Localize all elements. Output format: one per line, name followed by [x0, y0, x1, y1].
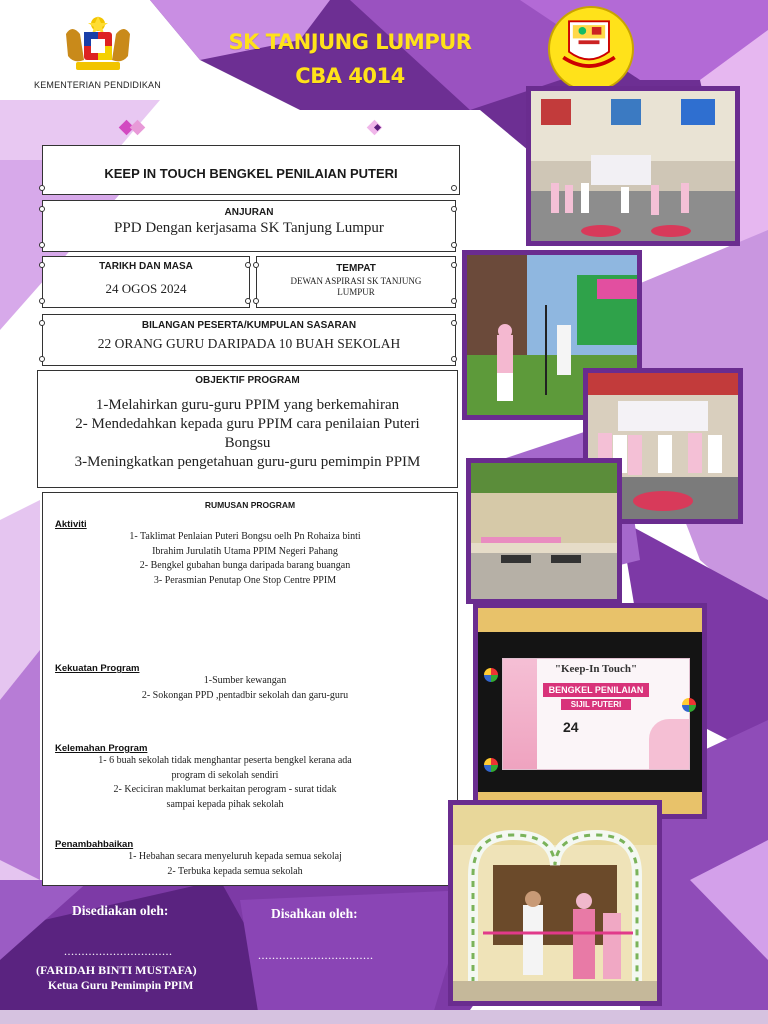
preparer-name: (FARIDAH BINTI MUSTAFA): [36, 963, 197, 977]
venue-value-line1: DEWAN ASPIRASI SK TANJUNG: [290, 276, 422, 286]
date-label: TARIKH DAN MASA: [99, 261, 193, 272]
improvement-line: 1- Hebahan secara menyeluruh kepada semua sekolaj: [128, 851, 342, 862]
activities-title: Aktiviti: [55, 519, 87, 530]
event-photo-courtyard: [466, 458, 622, 604]
event-photo-ribbon-cutting: [448, 800, 662, 1006]
title-box: [42, 145, 460, 195]
strength-line: 1-Sumber kewangan: [203, 675, 287, 686]
event-photo-banner: [473, 603, 707, 819]
objectives-label: OBJEKTIF PROGRAM: [195, 375, 300, 386]
summary-label: RUMUSAN PROGRAM: [204, 500, 296, 510]
date-value: 24 OGOS 2024: [105, 281, 187, 296]
signature-line-preparer: ...............................: [64, 944, 173, 958]
activity-line: Ibrahim Jurulatih Utama PPIM Negeri Pahang: [152, 545, 338, 557]
objective-item: 3-Meningkatkan pengetahuan guru-guru pemimpin PPIM: [74, 454, 421, 470]
organizer-value: PPD Dengan kerjasama SK Tanjung Lumpur: [114, 220, 384, 236]
organizer-box: [42, 200, 456, 252]
participants-label: BILANGAN PESERTA/KUMPULAN SASARAN: [141, 320, 357, 331]
school-badge-logo: [548, 6, 634, 92]
objective-item: 1-Melahirkan guru-guru PPIM yang berkemahiran: [95, 397, 400, 413]
objectives-box: [37, 370, 458, 488]
prepared-by-label: Disediakan oleh:: [72, 903, 169, 918]
venue-box: [256, 256, 456, 308]
participants-value: 22 ORANG GURU DARIPADA 10 BUAH SEKOLAH: [97, 336, 401, 351]
ministry-label: KEMENTERIAN PENDIDIKAN: [34, 80, 161, 90]
activity-line: 3- Perasmian Penutap One Stop Centre PPIM: [153, 574, 337, 586]
program-title: KEEP IN TOUCH BENGKEL PENILAIAN PUTERI: [104, 166, 398, 181]
improvement-line: 2- Terbuka kepada semua sekolah: [167, 865, 303, 877]
banner-headline: "Keep-In Touch": [554, 663, 638, 675]
venue-label: TEMPAT: [336, 263, 376, 274]
weaknesses-title: Kelemahan Program: [55, 743, 148, 754]
weakness-line: program di sekolah sendiri: [171, 769, 279, 781]
organizer-label: ANJURAN: [224, 207, 274, 218]
summary-box: [42, 492, 458, 886]
weakness-line: 2- Keciciran maklumat berkaitan perogram - surat tidak: [113, 784, 337, 795]
preparer-title: Ketua Guru Pemimpin PPIM: [48, 980, 194, 992]
banner-title-line2: SIJIL PUTERI: [561, 699, 631, 710]
coat-of-arms-logo: [58, 14, 138, 76]
banner-title-line1: BENGKEL PENILAIAN: [543, 683, 649, 697]
strength-line: 2- Sokongan PPD ,pentadbir sekolah dan garu-guru: [141, 689, 349, 701]
banner-day: 24: [563, 719, 579, 735]
approved-by-label: Disahkan oleh:: [271, 906, 358, 921]
activity-line: 2- Bengkel gubahan bunga daripada barang buangan: [139, 560, 351, 571]
strengths-title: Kekuatan Program: [55, 663, 140, 674]
date-box: [42, 256, 250, 308]
school-code: CBA 4014: [295, 64, 405, 88]
venue-value-line2: LUMPUR: [337, 287, 375, 297]
objective-item: 2- Mendedahkan kepada guru PPIM cara penilaian Puteri: [75, 416, 420, 432]
signature-line-approver: .................................: [258, 948, 374, 962]
improvements-title: Penambahbaikan: [55, 839, 134, 850]
participants-box: [42, 314, 456, 366]
school-name: SK TANJUNG LUMPUR: [228, 30, 472, 54]
activity-line: 1- Taklimat Penlaian Puteri Bongsu oelh Pn Rohaiza binti: [129, 531, 361, 542]
event-photo-stage: [526, 86, 740, 246]
objective-item: Bongsu: [224, 435, 271, 451]
weakness-line: sampai kepada pihak sekolah: [166, 798, 284, 810]
weakness-line: 1- 6 buah sekolah tidak menghantar peserta bengkel kerana ada: [98, 755, 352, 766]
